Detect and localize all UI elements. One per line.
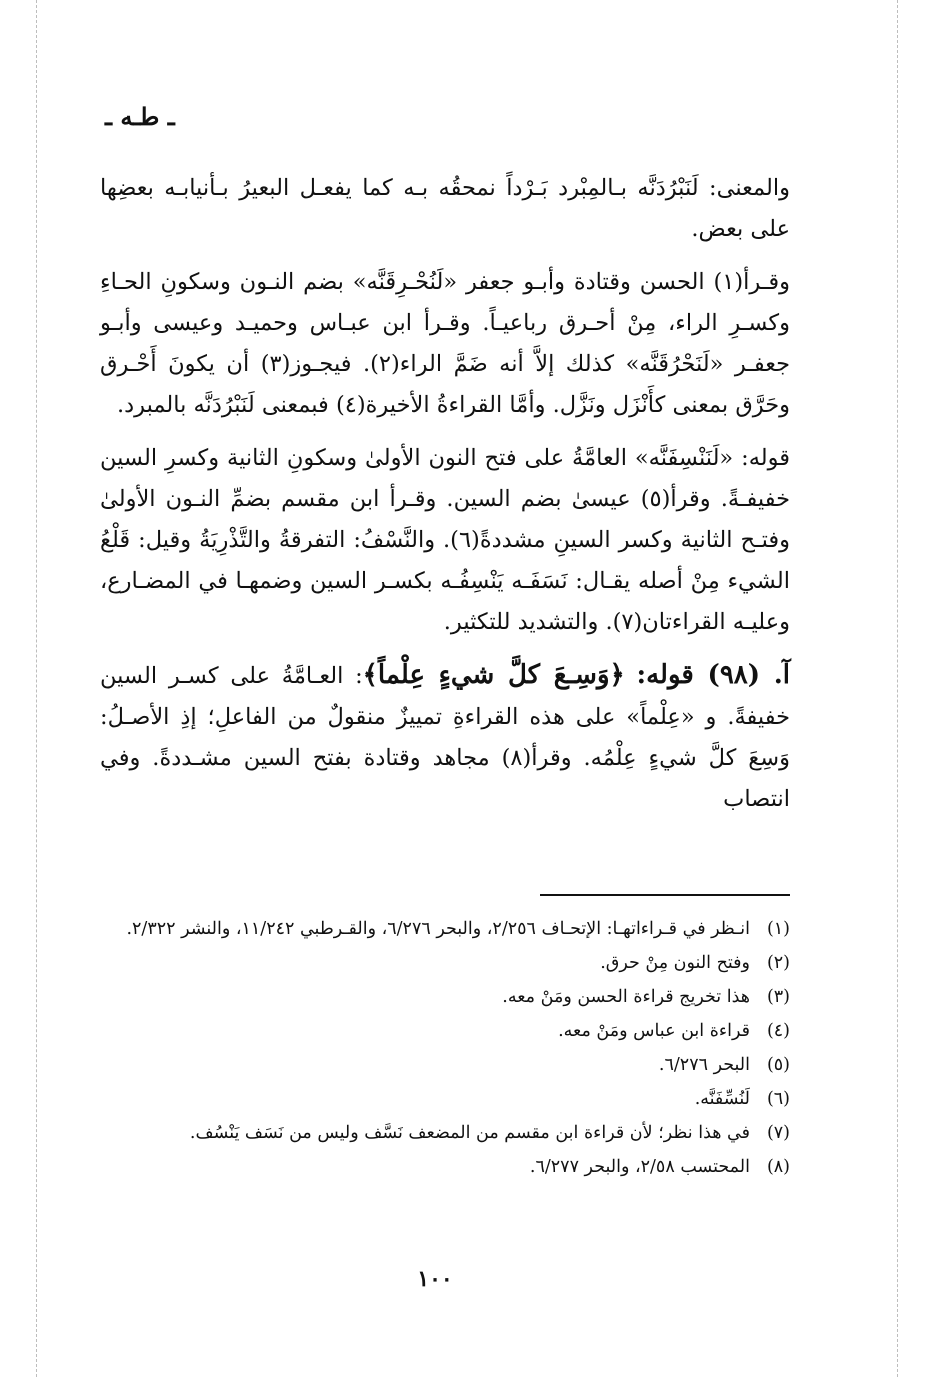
verse-commentary: : العـامَّةُ على كسـر السين خفيفةً. و «عِلْماً» على هذه القراءةِ تمييزٌ منقولٌ من الفاعلِ؛ إذِ الأصـلُ: وَسِعَ كلَّ شيءٍ عِلْمُه. وقرأ(٨) مجاهد وقتادة بفتح السين مشـددةً. وفي انتصاب [100,663,790,812]
quran-verse: ﴿وَسِـعَ كلَّ شيءٍ عِلْماً﴾ [362,660,625,690]
paragraph-readings-nansifannahu: قوله: «لَنَنْسِفَنَّه» العامَّةُ على فتح النون الأولىٰ وسكونِ الثانية وكسرِ السين خفيفـةً. وقرأ(٥) عيسىٰ بضم السين. وقـرأ ابن مقسم بضمِّ النـون الأولىٰ وفتـح الثانية وكسر السينِ مشددةً(٦). والنَّسْفُ: التفرقةُ والتَّذْرِيَةُ وقيل: قَلْعُ الشيء مِنْ أصله يقـال: نَسَفَـه يَنْسِفُـه بكسـر السين وضمهـا في المضـارع، وعليـه القراءتان(٧). والتشديد للتكثير. [100,445,790,635]
footnote-number: (٢) [766,953,790,973]
footnote-number: (٨) [766,1157,790,1177]
page-number: ١٠٠ [417,1266,453,1292]
footnote-number: (٣) [766,987,790,1007]
footnote-item [100,912,790,946]
footnote-number: (١) [766,919,790,939]
footnote-item [100,1150,790,1184]
footnote-number: (٤) [766,1021,790,1041]
footnote-text: قراءة ابن عباس ومَنْ معه. [558,1021,750,1041]
footnote-separator [540,894,790,896]
paragraph-meaning: والمعنى: لَنَبْرُدَنَّه بـالمِبْرد بَـرْداً نمحقُه بـه كما يفعـل البعيرُ بـأنيابـه بعضِها على بعض. [100,175,790,242]
footnote-item [100,1116,790,1150]
footnote-number: (٦) [766,1089,790,1109]
footnote-item [100,1014,790,1048]
footnote-text: البحر ٦/٢٧٦. [658,1055,750,1075]
footnote-item [100,946,790,980]
verse-number-lead: آ. (٩٨) قوله: [636,660,790,690]
footnotes-list [100,912,790,1184]
footnote-number: (٥) [766,1055,790,1075]
paragraph-readings-nahriqannahu: وقـرأ(١) الحسن وقتادة وأبـو جعفر «لَنُحْـرِقَنَّه» بضم النـون وسكونِ الحـاءِ وكسـرِ الراء، مِنْ أحـرق رباعيـاً. وقـرأ ابن عبـاس وحميـد وعيسى وأبـو جعفـر «لَنَحْرُقَنَّه» كذلك إلاَّ أنه ضَمَّ الراء(٢). فيجـوز(٣) أن يكونَ أَحْـرق وحَرَّق بمعنى كأَنْزَل ونَزَّل. وأمَّا القراءةُ الأخيرة(٤) فبمعنى لَنَبْرُدَنَّه بالمبرد. [100,269,790,418]
running-title: ـ طـه ـ [105,102,175,131]
footnote-item [100,1048,790,1082]
footnote-text: لَنُسِّفَنَّه. [694,1089,750,1109]
footnote-text: انـظر في قـراءاتهـا: الإتحـاف ٢/٢٥٦، والبحر ٦/٢٧٦، والقـرطبي ١١/٢٤٢، والنشر ٢/٣٢٢. [126,919,750,939]
footnote-item [100,980,790,1014]
footnote-item [100,1082,790,1116]
footnote-number: (٧) [766,1123,790,1143]
paragraph-verse-98 [100,655,790,820]
footnote-text: في هذا نظر؛ لأن قراءة ابن مقسم من المضعف نَسَّف وليس من نَسَف يَنْسُف. [189,1123,750,1143]
footnote-text: هذا تخريج قراءة الحسن ومَنْ معه. [502,987,750,1007]
main-text [100,168,790,832]
scan-edge-left [36,0,37,1377]
scan-edge-right [897,0,898,1377]
footnote-text: المحتسب ٢/٥٨، والبحر ٦/٢٧٧. [529,1157,750,1177]
footnote-text: وفتح النون مِنْ حرق. [600,953,750,973]
